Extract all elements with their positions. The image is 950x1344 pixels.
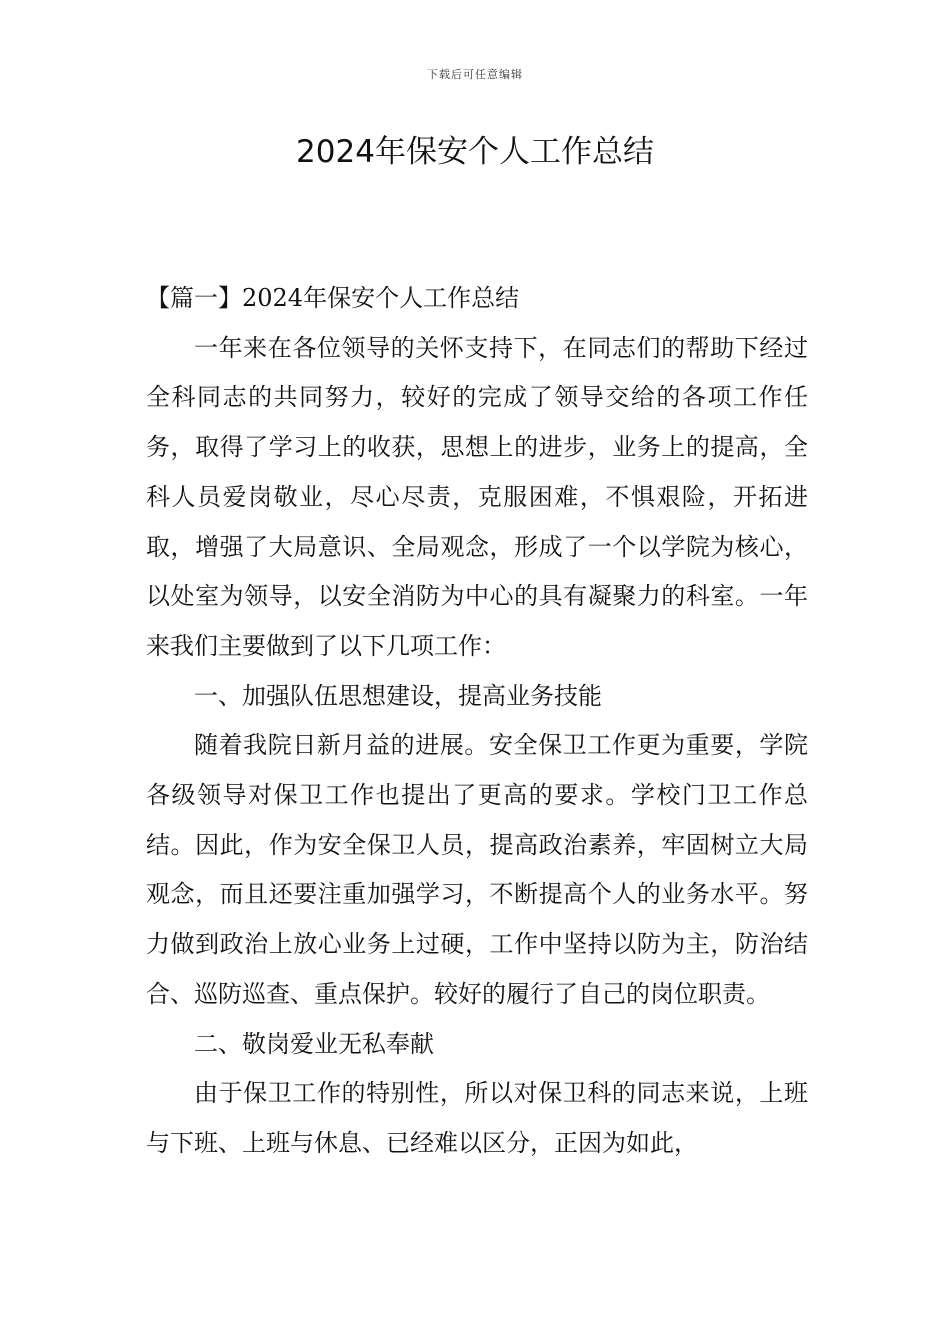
paragraph-one: 随着我院日新月益的进展。安全保卫工作更为重要，学院各级领导对保卫工作也提出了更高的要求。学校门卫工作总结。因此，作为安全保卫人员，提高政治素养，牢固树立大局观念，而且还要注重加强学习，不断提高个人的业务水平。努力做到政治上放心业务上过硬，工作中坚持以防为主，防治结合、巡防巡查、重点保护。较好的履行了自己的岗位职责。	[146, 731, 808, 1008]
section-heading: 【篇一】2024年保安个人工作总结	[146, 284, 520, 312]
header-note: 下载后可任意编辑	[427, 68, 523, 81]
document-title: 2024年保安个人工作总结	[296, 134, 654, 170]
document-body	[146, 274, 808, 1169]
subheading-two: 二、敬岗爱业无私奉献	[194, 1029, 434, 1058]
paragraph-two: 由于保卫工作的特别性，所以对保卫科的同志来说，上班与下班、上班与休息、已经难以区分，正因为如此，	[146, 1079, 808, 1157]
subheading-one: 一、加强队伍思想建设，提高业务技能	[194, 681, 602, 710]
paragraph-intro: 一年来在各位领导的关怀支持下，在同志们的帮助下经过全科同志的共同努力，较好的完成了领导交给的各项工作任务，取得了学习上的收获，思想上的进步，业务上的提高，全科人员爱岗敬业，尽心尽责，克服困难，不惧艰险，开拓进取，增强了大局意识、全局观念，形成了一个以学院为核心，以处室为领导，以安全消防为中心的具有凝聚力的科室。一年来我们主要做到了以下几项工作：	[146, 333, 808, 660]
